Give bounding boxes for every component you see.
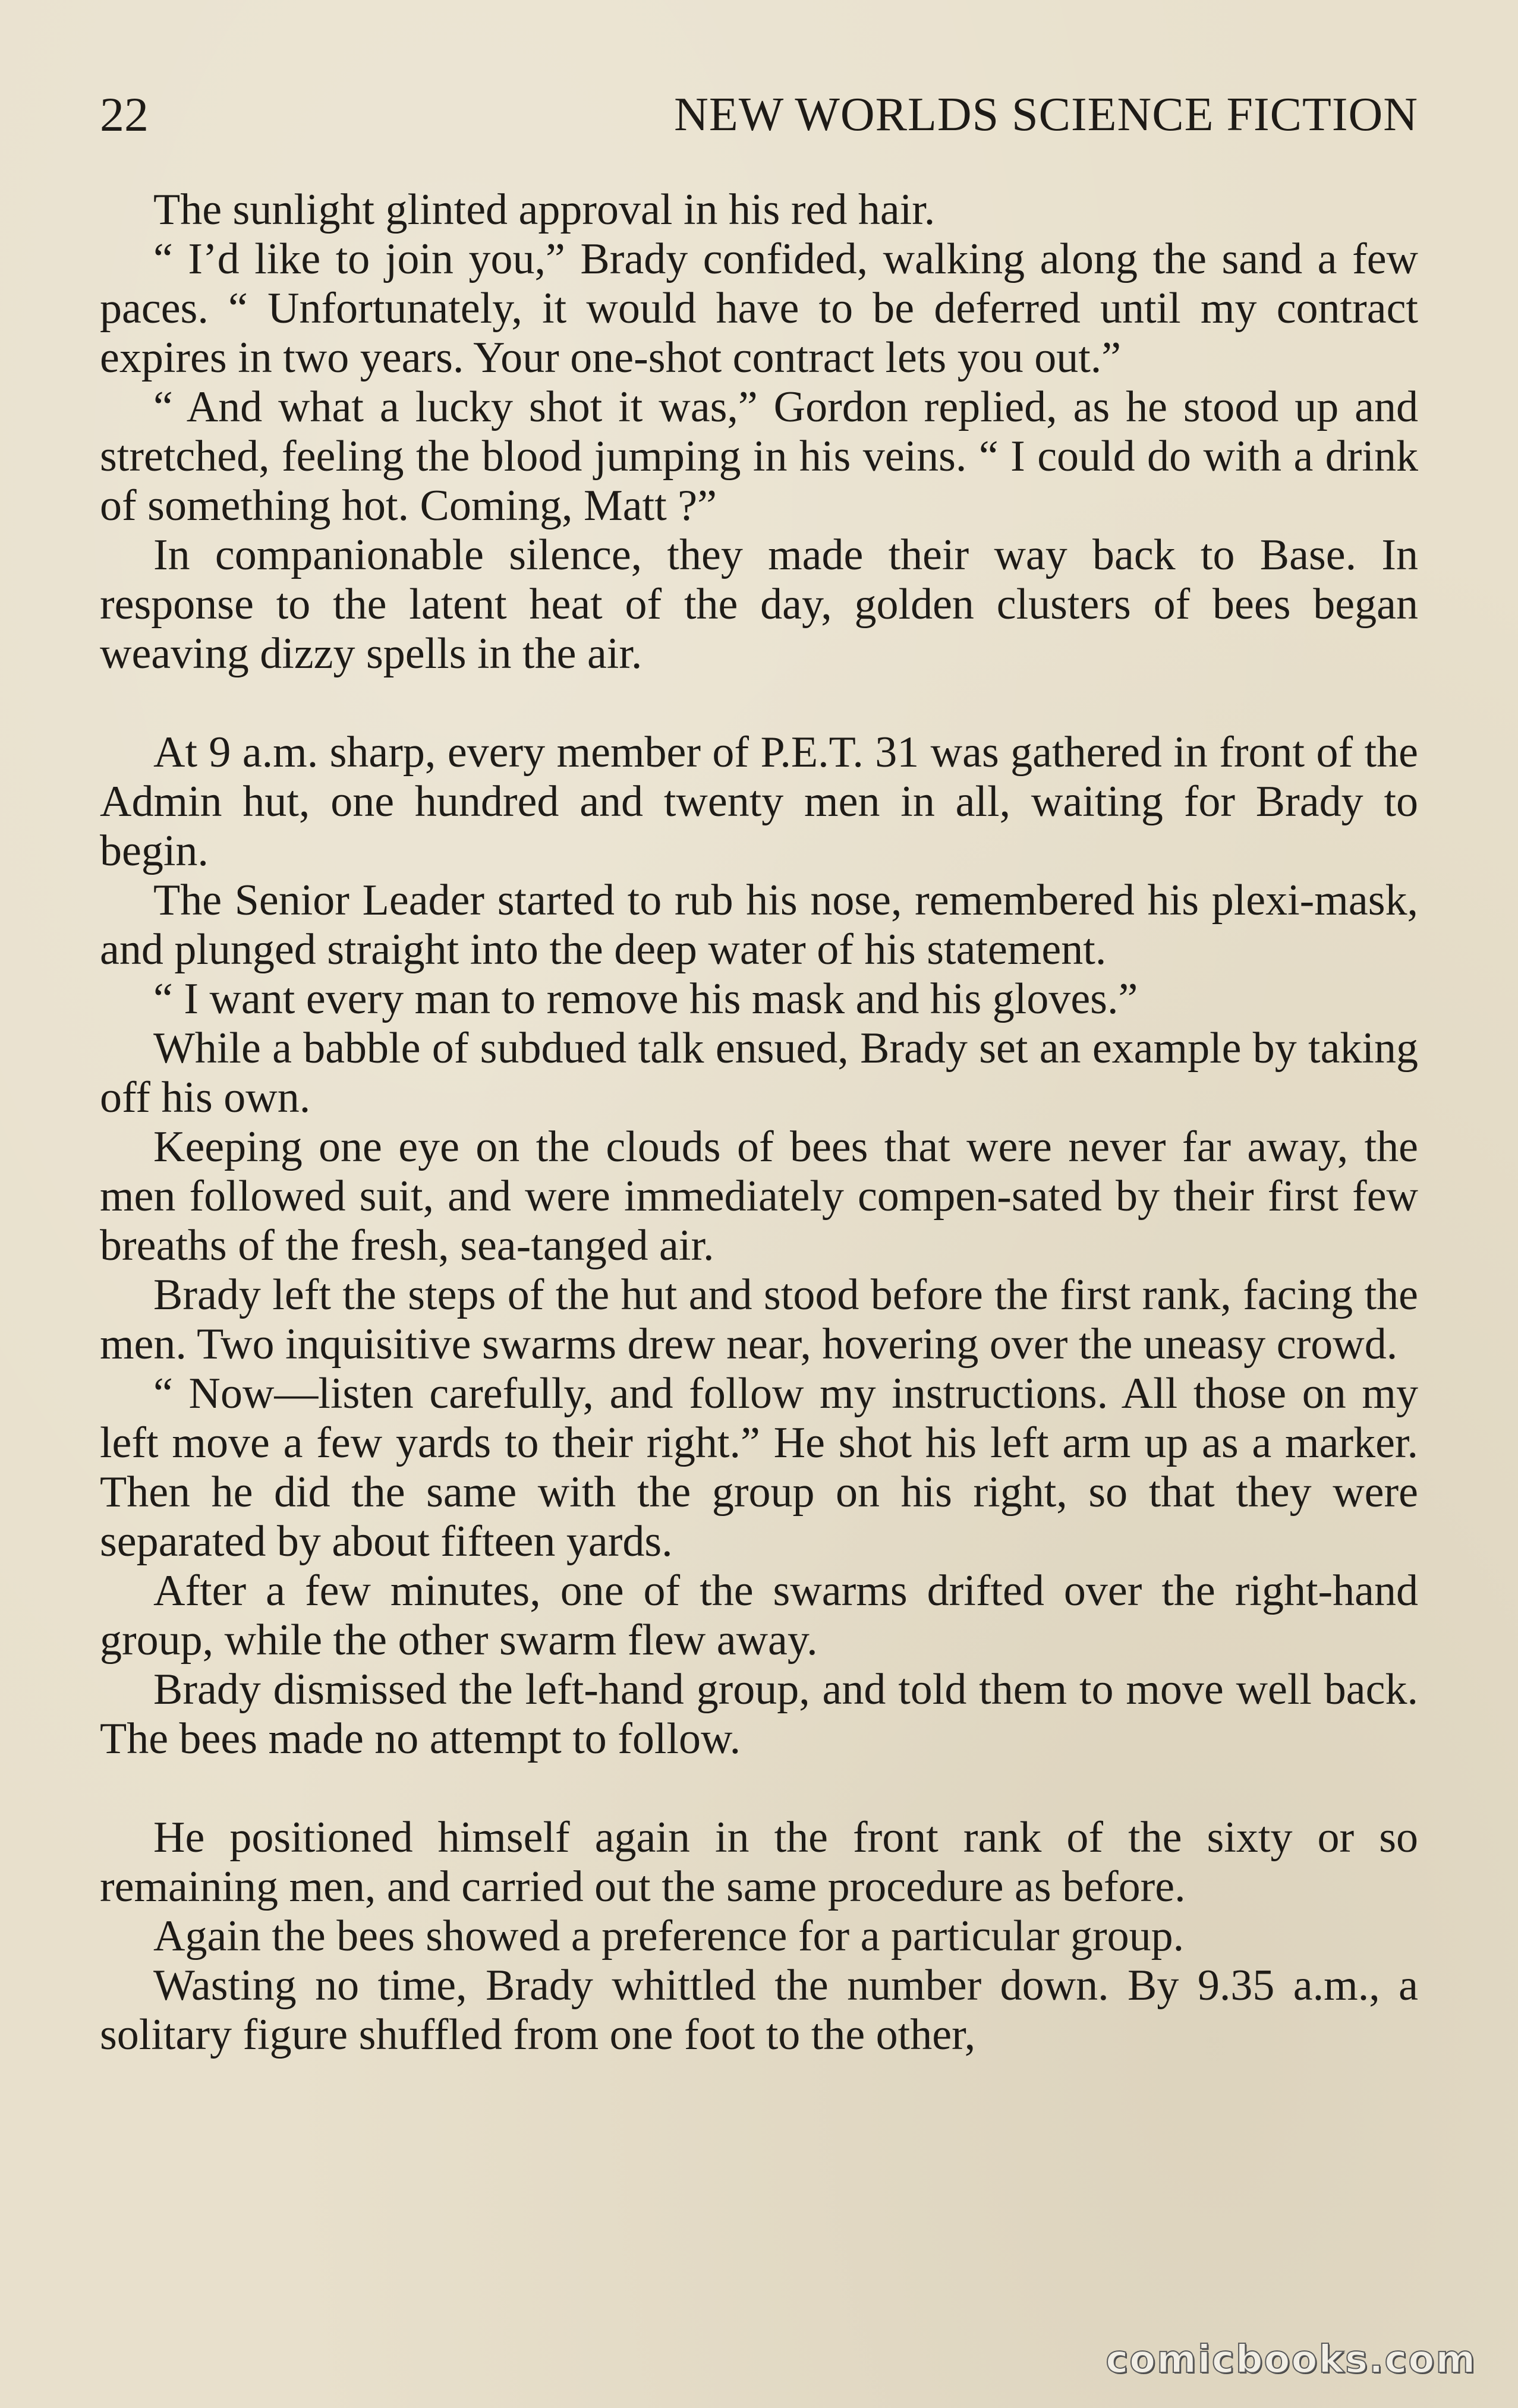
page-number: 22 [100, 87, 149, 141]
text-column [100, 185, 1418, 2060]
running-title: NEW WORLDS SCIENCE FICTION [674, 89, 1418, 141]
paragraph: He positioned himself again in the front rank of the sixty or so remaining men, and carried out the same procedure as before. [100, 1813, 1418, 1911]
paragraph: While a babble of subdued talk ensued, Brady set an example by taking off his own. [100, 1024, 1418, 1122]
paragraph: “ I’d like to join you,” Brady confided, walking along the sand a few paces. “ Unfortunately, it would have to be deferred until my contract expires in two years. Your one-shot contract lets you out.” [100, 235, 1418, 382]
paragraph: At 9 a.m. sharp, every member of P.E.T. 31 was gathered in front of the Admin hut, one hundred and twenty men in all, waiting for Brady to begin. [100, 728, 1418, 875]
paragraph: In companionable silence, they made their way back to Base. In response to the latent heat of the day, golden clusters of bees began weaving dizzy spells in the air. [100, 531, 1418, 678]
paragraph: Wasting no time, Brady whittled the number down. By 9.35 a.m., a solitary figure shuffled from one foot to the other, [100, 1961, 1418, 2059]
paragraph: After a few minutes, one of the swarms drifted over the right-hand group, while the other swarm flew away. [100, 1567, 1418, 1665]
paragraph: The Senior Leader started to rub his nose, remembered his plexi-mask, and plunged straight into the deep water of his statement. [100, 876, 1418, 974]
watermark: comicbooks.com [1106, 2338, 1476, 2382]
paragraph: Brady dismissed the left-hand group, and told them to move well back. The bees made no attempt to follow. [100, 1665, 1418, 1763]
paragraph: “ I want every man to remove his mask and his gloves.” [153, 975, 1138, 1023]
paragraph: Again the bees showed a preference for a particular group. [153, 1912, 1185, 1961]
page-header [100, 82, 1418, 147]
paragraph: Brady left the steps of the hut and stood before the first rank, facing the men. Two inquisitive swarms drew near, hovering over the uneasy crowd. [100, 1271, 1418, 1369]
paragraph: Keeping one eye on the clouds of bees that were never far away, the men followed suit, and were immediately compen-sated by their first few breaths of the fresh, sea-tanged air. [100, 1123, 1418, 1270]
paragraph: The sunlight glinted approval in his red hair. [153, 185, 936, 234]
paragraph: “ Now—listen carefully, and follow my instructions. All those on my left move a few yards to their right.” He shot his left arm up as a marker. Then he did the same with the group on his right, so that they were separated by about fifteen yards. [100, 1369, 1418, 1566]
paragraph: “ And what a lucky shot it was,” Gordon replied, as he stood up and stretched, feeling the blood jumping in his veins. “ I could do with a drink of something hot. Coming, Matt ?” [100, 383, 1418, 530]
